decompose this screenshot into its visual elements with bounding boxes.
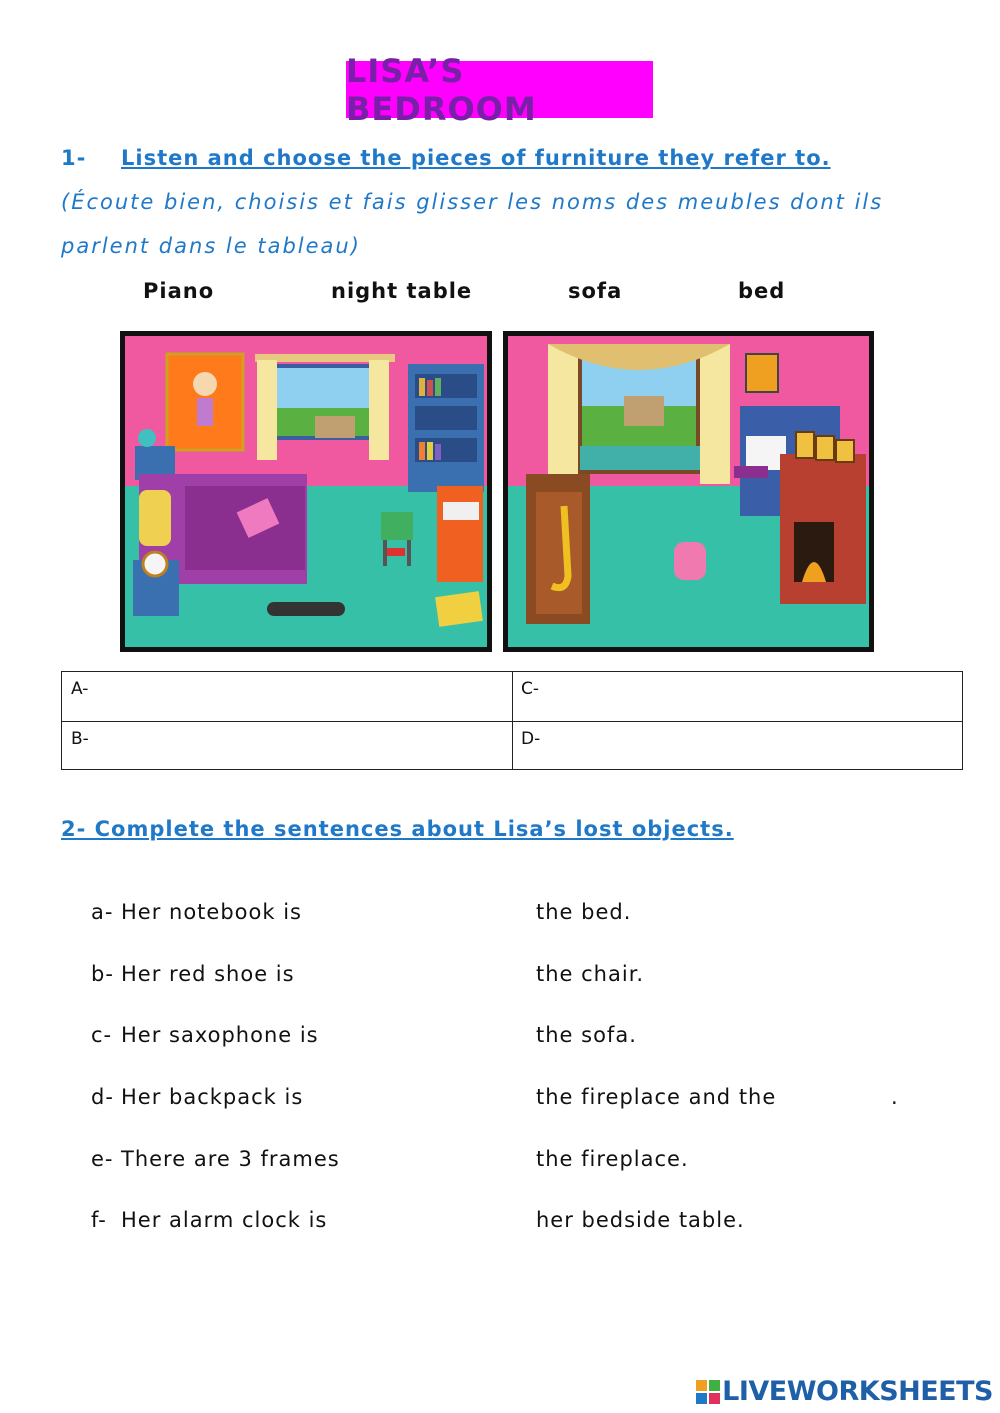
sentence-f-end: her bedside table. [536,1208,745,1232]
sentence-c-end: the sofa. [536,1023,637,1047]
exercise-1-french-line-1: (Écoute bien, choisis et fais glisser les noms des meubles dont ils [61,190,884,214]
exercise-1-instruction: Listen and choose the pieces of furniture they refer to. [121,146,831,170]
bedroom-scene [125,336,487,647]
sentence-d-tail: . [891,1085,899,1109]
word-bed[interactable]: bed [738,279,786,303]
sentence-e-end: the fireplace. [536,1147,689,1171]
sentence-b-start: Her red shoe is [121,962,295,986]
table-row-divider [62,721,962,722]
answer-cell-c[interactable]: C- [521,679,540,699]
word-piano[interactable]: Piano [143,279,215,303]
liveworksheets-logo[interactable] [696,1376,993,1407]
word-night-table[interactable]: night table [331,279,473,303]
sentence-a-letter: a- [91,900,114,924]
sentence-d-letter: d- [91,1085,114,1109]
sentence-b-end: the chair. [536,962,645,986]
exercise-1-french-line-2: parlent dans le tableau) [61,234,361,258]
sentence-e-letter: e- [91,1147,114,1171]
page-title: LISA’S BEDROOM [346,61,653,118]
liveworksheets-logo-text: LIVEWORKSHEETS [722,1376,993,1407]
liveworksheets-logo-icon [696,1380,720,1404]
answer-cell-d[interactable]: D- [521,729,541,749]
living-room-scene [508,336,869,647]
word-sofa[interactable]: sofa [568,279,623,303]
sentence-f-start: Her alarm clock is [121,1208,328,1232]
answer-cell-a[interactable]: A- [71,679,89,699]
sentence-c-letter: c- [91,1023,113,1047]
sentence-d-start: Her backpack is [121,1085,304,1109]
sentence-b-letter: b- [91,962,114,986]
sentence-f-letter: f- [91,1208,107,1232]
sentence-e-start: There are 3 frames [121,1147,340,1171]
sentence-a-start: Her notebook is [121,900,302,924]
answer-table [61,671,963,770]
bedroom-illustration [120,331,492,652]
exercise-2-heading: 2- Complete the sentences about Lisa’s lost objects. [61,817,734,841]
sentence-c-start: Her saxophone is [121,1023,319,1047]
answer-cell-b[interactable]: B- [71,729,89,749]
sentence-d-end: the fireplace and the [536,1085,777,1109]
exercise-1-number: 1- [61,146,87,170]
sentence-a-end: the bed. [536,900,632,924]
living-room-illustration [503,331,874,652]
